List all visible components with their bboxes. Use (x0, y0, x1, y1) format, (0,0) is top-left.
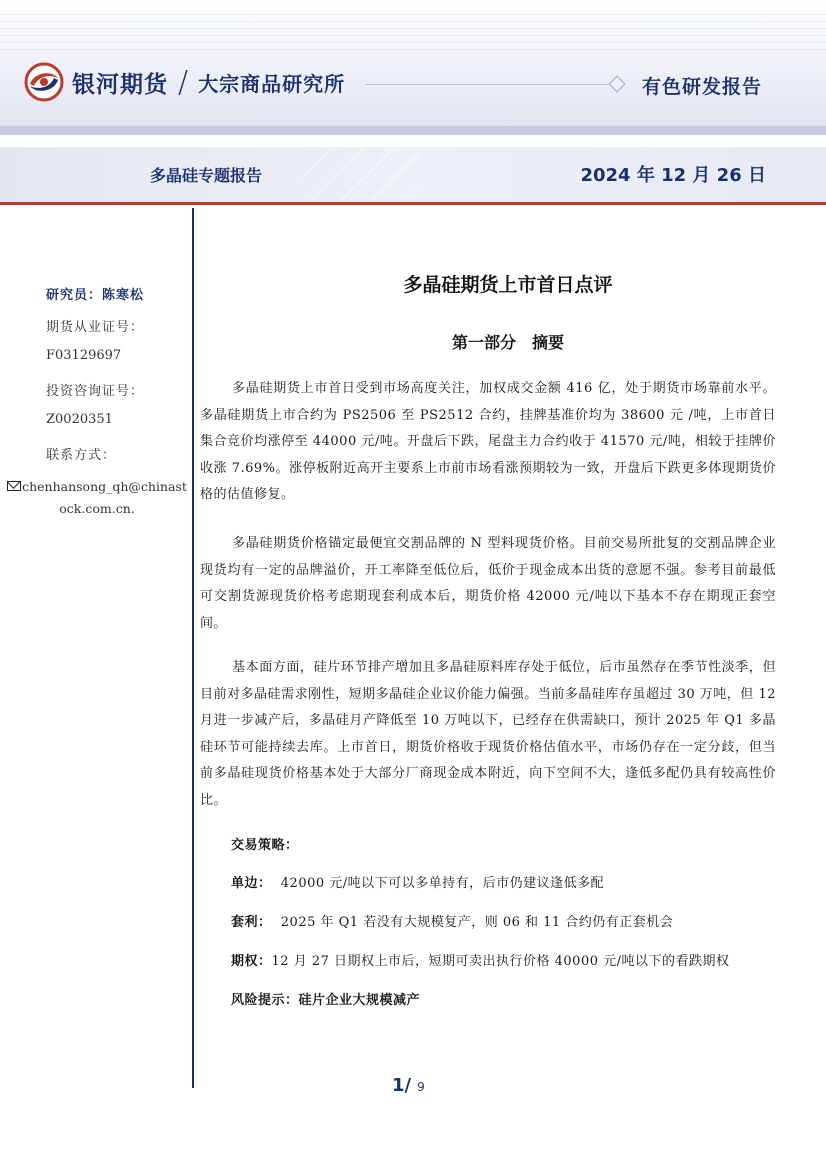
header-rule (365, 84, 615, 85)
license-number: F03129697 (46, 348, 122, 363)
topic-bar (0, 147, 826, 205)
report-header (0, 0, 826, 135)
strategy-arbitrage (231, 911, 673, 930)
analyst-name: 研究员：陈寒松 (46, 288, 145, 303)
total-pages: 9 (417, 1080, 425, 1094)
galaxy-logo-icon (24, 62, 64, 102)
institute-name: 大宗商品研究所 (198, 71, 346, 96)
option-text: 12 月 27 日期权上市后，短期可卖出执行价格 40000 元/吨以下的看跌期权 (271, 954, 730, 969)
arb-text: 2025 年 Q1 若没有大规模复产，则 06 和 11 合约仍有正套机会 (280, 915, 674, 930)
arb-label: 套利： (231, 915, 272, 930)
brand-divider: / (178, 64, 189, 100)
report-topic: 多晶硅专题报告 (150, 166, 263, 185)
summary-paragraph-3: 基本面方面，硅片环节排产增加且多晶硅原料库存处于低位，后市虽然存在季节性淡季，但目前对多晶硅需求刚性，短期多晶硅企业议价能力偏强。当前多晶硅库存虽超过 30 万吨，但 12 月进一步减产后，多晶硅月产降低至 10 万吨以下，已经存在供需缺口，预计 2025 年 Q1 多晶硅环节可能持续去库。上市首日，期货价格收于现货价格估值水平，市场仍存在一定分歧，但当前多晶硅现货价格基本处于大部分厂商现金成本附近，向下空间不大，逢低多配仍具有较高性价比。 (200, 660, 776, 808)
single-label: 单边： (231, 876, 272, 891)
topic-bar-decoration (300, 147, 420, 205)
strategy-single (231, 872, 604, 891)
contact-label: 联系方式： (46, 448, 117, 463)
header-stripes (0, 14, 826, 54)
single-text: 42000 元/吨以下可以多单持有，后市仍建议逢低多配 (280, 876, 605, 891)
page-number (392, 1075, 425, 1096)
email-contact[interactable] (6, 476, 188, 520)
license-label: 期货从业证号： (46, 320, 145, 335)
header-separator (0, 126, 826, 135)
brand-logo (24, 62, 345, 102)
diamond-icon (609, 76, 626, 93)
brand-name: 银河期货 (72, 71, 168, 98)
summary-paragraph-2: 多晶硅期货价格锚定最便宜交割品牌的 N 型料现货价格。目前交易所批复的交割品牌企业现货均有一定的品牌溢价，开工率降至低位后，低价于现金成本出货的意愿不强。参考目前最低可交割货源现货价格考虑期现套利成本后，期货价格 42000 元/吨以下基本不存在期现正套空间。 (200, 536, 776, 631)
risk-warning: 风险提示：硅片企业大规模减产 (231, 993, 421, 1008)
current-page: 1/ (392, 1075, 412, 1096)
report-date: 2024 年 12 月 26 日 (580, 165, 766, 186)
mail-icon (7, 481, 21, 491)
email-address[interactable]: chenhansong_qh@chinastock.com.cn. (22, 479, 187, 516)
sidebar-divider (192, 208, 194, 1088)
section-heading: 第一部分 摘要 (451, 333, 564, 352)
consult-label: 投资咨询证号： (46, 384, 145, 399)
summary-paragraph-1: 多晶硅期货上市首日受到市场高度关注，加权成交金额 416 亿，处于期货市场靠前水平。多晶硅期货上市合约为 PS2506 至 PS2512 合约，挂牌基准价均为 38600 元 /吨，上市首日集合竞价均涨停至 44000 元/吨。开盘后下跌，尾盘主力合约收于 41570 元/吨，相较于挂牌价收涨 7.69%。涨停板附近高开主要系上市前市场看涨预期较为一致，开盘后下跌更多体现期货价格的估值修复。 (200, 381, 776, 502)
document-title: 多晶硅期货上市首日点评 (403, 274, 613, 296)
report-type: 有色研发报告 (641, 76, 762, 98)
strategy-option (231, 950, 730, 969)
option-label: 期权： (231, 954, 272, 969)
consult-number: Z0020351 (46, 412, 113, 427)
strategy-heading: 交易策略： (231, 838, 299, 853)
